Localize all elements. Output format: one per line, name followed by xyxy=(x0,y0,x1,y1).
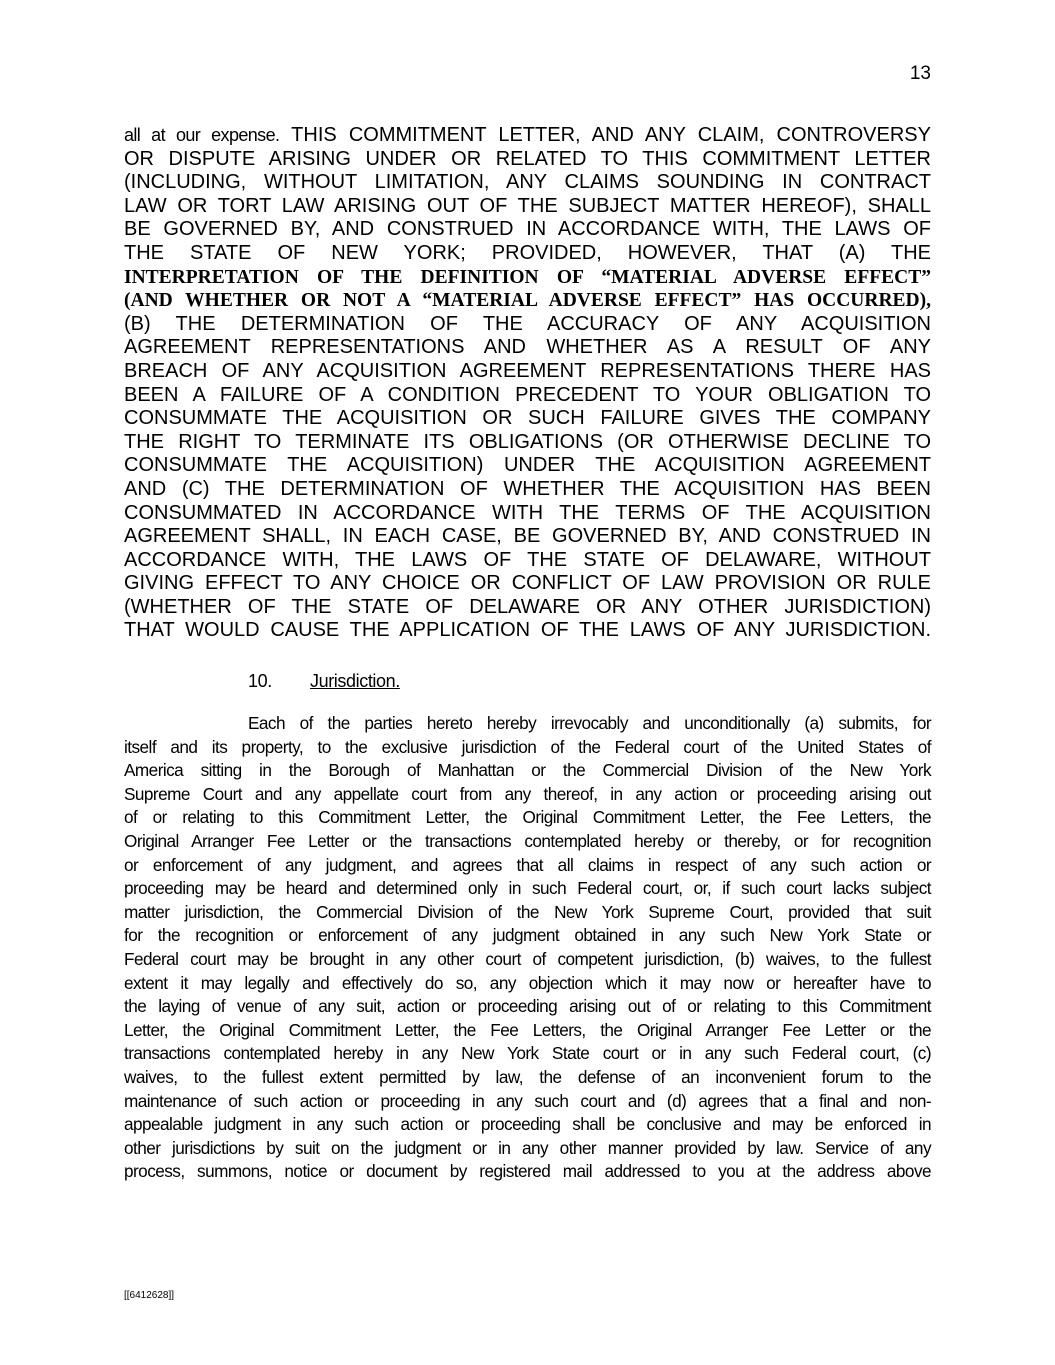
jurisdiction-paragraph xyxy=(124,712,931,1184)
caps-text: THIS COMMITMENT LETTER, AND ANY CLAIM, CONTROVERSY xyxy=(291,124,931,146)
paragraph-line: THE STATE OF NEW YORK; PROVIDED, HOWEVER, THAT (A) THE xyxy=(124,241,931,264)
paragraph-line: process, summons, notice or document by registered mail addressed to you at the address above xyxy=(124,1161,931,1182)
page-number: 13 xyxy=(909,63,931,84)
paragraph-line: maintenance of such action or proceeding in any such court and (d) agrees that a final and non- xyxy=(124,1090,931,1111)
paragraph-line: GIVING EFFECT TO ANY CHOICE OR CONFLICT OF LAW PROVISION OR RULE xyxy=(124,572,931,595)
paragraph-line: BREACH OF ANY ACQUISITION AGREEMENT REPRESENTATIONS THERE HAS xyxy=(124,359,931,382)
section-heading xyxy=(248,669,400,693)
paragraph-line: for the recognition or enforcement of any judgment obtained in any such New York State or xyxy=(124,925,931,946)
paragraph-line: (WHETHER OF THE STATE OF DELAWARE OR ANY OTHER JURISDICTION) xyxy=(124,595,931,618)
paragraph-line: extent it may legally and effectively do so, any objection which it may now or hereafter have to xyxy=(124,972,931,993)
paragraph-line: appealable judgment in any such action or proceeding shall be conclusive and may be enforced in xyxy=(124,1114,931,1135)
paragraph-line: proceeding may be heard and determined only in such Federal court, or, if such court lacks subject xyxy=(124,878,931,899)
paragraph-line: AGREEMENT REPRESENTATIONS AND WHETHER AS A RESULT OF ANY xyxy=(124,336,931,359)
section-title: Jurisdiction. xyxy=(310,671,400,691)
paragraph-line: (INCLUDING, WITHOUT LIMITATION, ANY CLAIMS SOUNDING IN CONTRACT xyxy=(124,171,931,194)
document-id-footer: [[6412628]] xyxy=(124,1290,175,1301)
paragraph-line: waives, to the fullest extent permitted by law, the defense of an inconvenient forum to the xyxy=(124,1066,931,1087)
paragraph-line: ACCORDANCE WITH, THE LAWS OF THE STATE OF DELAWARE, WITHOUT xyxy=(124,548,931,571)
lead-in-text: all at our expense. xyxy=(124,125,280,145)
paragraph-line: matter jurisdiction, the Commercial Division of the New York Supreme Court, provided that suit xyxy=(124,901,931,922)
paragraph-line: LAW OR TORT LAW ARISING OUT OF THE SUBJECT MATTER HEREOF), SHALL xyxy=(124,194,931,217)
paragraph-line: or enforcement of any judgment, and agrees that all claims in respect of any such action or xyxy=(124,854,931,875)
paragraph-line xyxy=(124,124,931,148)
bold-paragraph-line: INTERPRETATION OF THE DEFINITION OF “MATERIAL ADVERSE EFFECT” xyxy=(124,266,931,288)
paragraph-line: itself and its property, to the exclusive jurisdiction of the Federal court of the United States of xyxy=(124,736,931,757)
paragraph-line: Letter, the Original Commitment Letter, the Fee Letters, the Original Arranger Fee Letter or the xyxy=(124,1019,931,1040)
paragraph-line: of or relating to this Commitment Letter, the Original Commitment Letter, the Fee Letters, the xyxy=(124,807,931,828)
paragraph-line: CONSUMMATED IN ACCORDANCE WITH THE TERMS OF THE ACQUISITION xyxy=(124,501,931,524)
paragraph-line: CONSUMMATE THE ACQUISITION OR SUCH FAILURE GIVES THE COMPANY xyxy=(124,407,931,430)
bold-paragraph-line: (AND WHETHER OR NOT A “MATERIAL ADVERSE EFFECT” HAS OCCURRED), xyxy=(124,290,931,312)
paragraph-line: THAT WOULD CAUSE THE APPLICATION OF THE LAWS OF ANY JURISDICTION. xyxy=(124,619,931,642)
paragraph-line: Federal court may be brought in any other court of competent jurisdiction, (b) waives, to the fullest xyxy=(124,948,931,969)
paragraph-line: transactions contemplated hereby in any New York State court or in any such Federal court, (c) xyxy=(124,1043,931,1064)
paragraph-line: (B) THE DETERMINATION OF THE ACCURACY OF ANY ACQUISITION xyxy=(124,312,931,335)
paragraph-line: AGREEMENT SHALL, IN EACH CASE, BE GOVERNED BY, AND CONSTRUED IN xyxy=(124,525,931,548)
paragraph-line: OR DISPUTE ARISING UNDER OR RELATED TO THIS COMMITMENT LETTER xyxy=(124,147,931,170)
paragraph-line: BE GOVERNED BY, AND CONSTRUED IN ACCORDANCE WITH, THE LAWS OF xyxy=(124,218,931,241)
governing-law-paragraph xyxy=(124,124,931,643)
paragraph-line: BEEN A FAILURE OF A CONDITION PRECEDENT TO YOUR OBLIGATION TO xyxy=(124,383,931,406)
paragraph-line: Each of the parties hereto hereby irrevocably and unconditionally (a) submits, for xyxy=(248,713,931,733)
paragraph-line: Original Arranger Fee Letter or the transactions contemplated hereby or thereby, or for recognition xyxy=(124,830,931,851)
paragraph-line: the laying of venue of any suit, action or proceeding arising out of or relating to this Commitment xyxy=(124,996,931,1017)
paragraph-line: other jurisdictions by suit on the judgment or in any other manner provided by law. Service of any xyxy=(124,1137,931,1158)
paragraph-line: America sitting in the Borough of Manhattan or the Commercial Division of the New York xyxy=(124,760,931,781)
paragraph-line: Supreme Court and any appellate court from any thereof, in any action or proceeding arising out xyxy=(124,783,931,804)
section-number: 10. xyxy=(248,671,272,691)
paragraph-line: CONSUMMATE THE ACQUISITION) UNDER THE ACQUISITION AGREEMENT xyxy=(124,454,931,477)
paragraph-line: AND (C) THE DETERMINATION OF WHETHER THE ACQUISITION HAS BEEN xyxy=(124,477,931,500)
paragraph-line: THE RIGHT TO TERMINATE ITS OBLIGATIONS (OR OTHERWISE DECLINE TO xyxy=(124,430,931,453)
